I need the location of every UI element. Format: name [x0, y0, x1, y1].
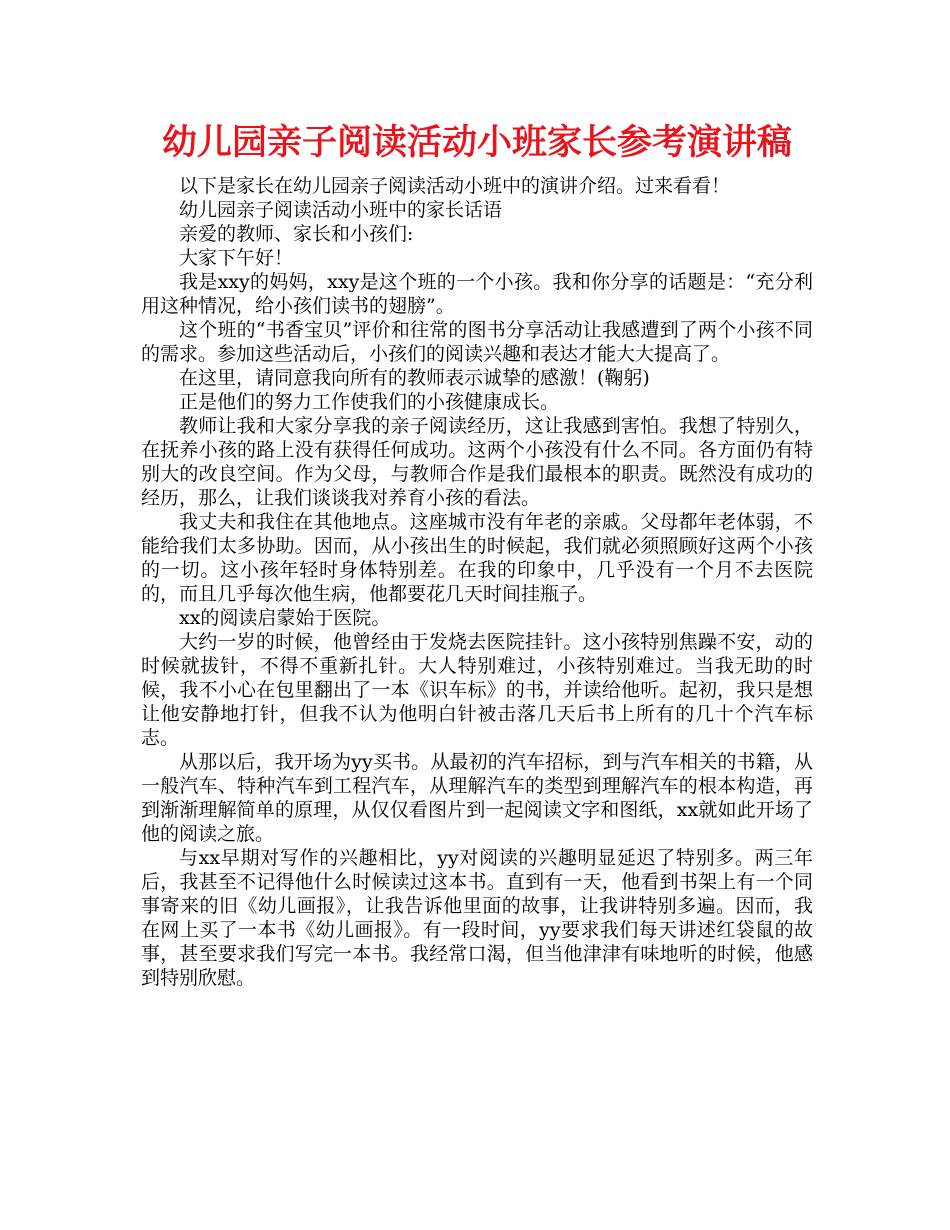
paragraph-salutation: 亲爱的教师、家长和小孩们: [179, 223, 414, 245]
paragraph-hospital-story: 大约一岁的时候，他曾经由于发烧去医院挂针。这小孩特别焦躁不安，动的时候就拔针，不得不重新扎针。大人特别难过，小孩特别难过。当我无助的时候，我不小心在包里翻出了一本《识车标》的书，并读给他听。起初，我只是想让他安静地打针，但我不认为他明白针被击落几天后书上所有的几十个汽车标志。 [141, 631, 813, 749]
document-title: 幼儿园亲子阅读活动小班家长参考演讲稿 [161, 123, 792, 163]
paragraph-activities: 这个班的“书香宝贝”评价和往常的图书分享活动让我感遭到了两个小孩不同的需求。参加这些活动后，小孩们的阅读兴趣和表达才能大大提高了。 [141, 319, 813, 365]
paragraph-self-intro: 我是xxy的妈妈，xxy是这个班的一个小孩。我和你分享的话题是：“充分利用这种情况，给小孩们读书的翅膀”。 [141, 271, 813, 317]
paragraph-greeting: 大家下午好！ [179, 247, 294, 269]
paragraph-buying-books: 从那以后，我开场为yy买书。从最初的汽车招标，到与汽车相关的书籍，从一般汽车、特种汽车到工程汽车，从理解汽车的类型到理解汽车的根本构造，再到渐渐理解简单的原理，从仅仅看图片到一起阅读文字和图纸，xx就如此开场了他的阅读之旅。 [141, 751, 813, 845]
paragraph-thanks: 在这里，请同意我向所有的教师表示诚挚的感激！(鞠躬) [179, 367, 650, 389]
paragraph-reading-start: xx的阅读启蒙始于医院。 [179, 607, 391, 629]
paragraph-experience: 教师让我和大家分享我的亲子阅读经历，这让我感到害怕。我想了特别久，在抚养小孩的路上没有获得任何成功。这两个小孩没有什么不同。各方面仍有特别大的改良空间。作为父母，与教师合作是我们最根本的职责。既然没有成功的经历，那么，让我们谈谈我对养育小孩的看法。 [141, 415, 813, 509]
paragraph-teachers-effort: 正是他们的努力工作使我们的小孩健康成长。 [179, 391, 560, 413]
document-page [141, 118, 813, 990]
paragraph-yy-reading: 与xx早期对写作的兴趣相比，yy对阅读的兴趣明显延迟了特别多。两三年后，我甚至不记得他什么时候读过这本书。直到有一天，他看到书架上有一个同事寄来的旧《幼儿画报》，让我告诉他里面的故事，让我讲特别多遍。因而，我在网上买了一本书《幼儿画报》。有一段时间，yy要求我们每天讲述红袋鼠的故事，甚至要求我们写完一本书。我经常口渴，但当他津津有味地听的时候，他感到特别欣慰。 [141, 847, 813, 989]
paragraph-intro: 以下是家长在幼儿园亲子阅读活动小班中的演讲介绍。过来看看！ [179, 175, 731, 197]
paragraph-subtitle: 幼儿园亲子阅读活动小班中的家长话语 [179, 199, 503, 221]
paragraph-family: 我丈夫和我住在其他地点。这座城市没有年老的亲戚。父母都年老体弱，不能给我们太多协助。因而，从小孩出生的时候起，我们就必须照顾好这两个小孩的一切。这小孩年轻时身体特别差。在我的印象中，几乎没有一个月不去医院的，而且几乎每次他生病，他都要花几天时间挂瓶子。 [141, 511, 813, 605]
